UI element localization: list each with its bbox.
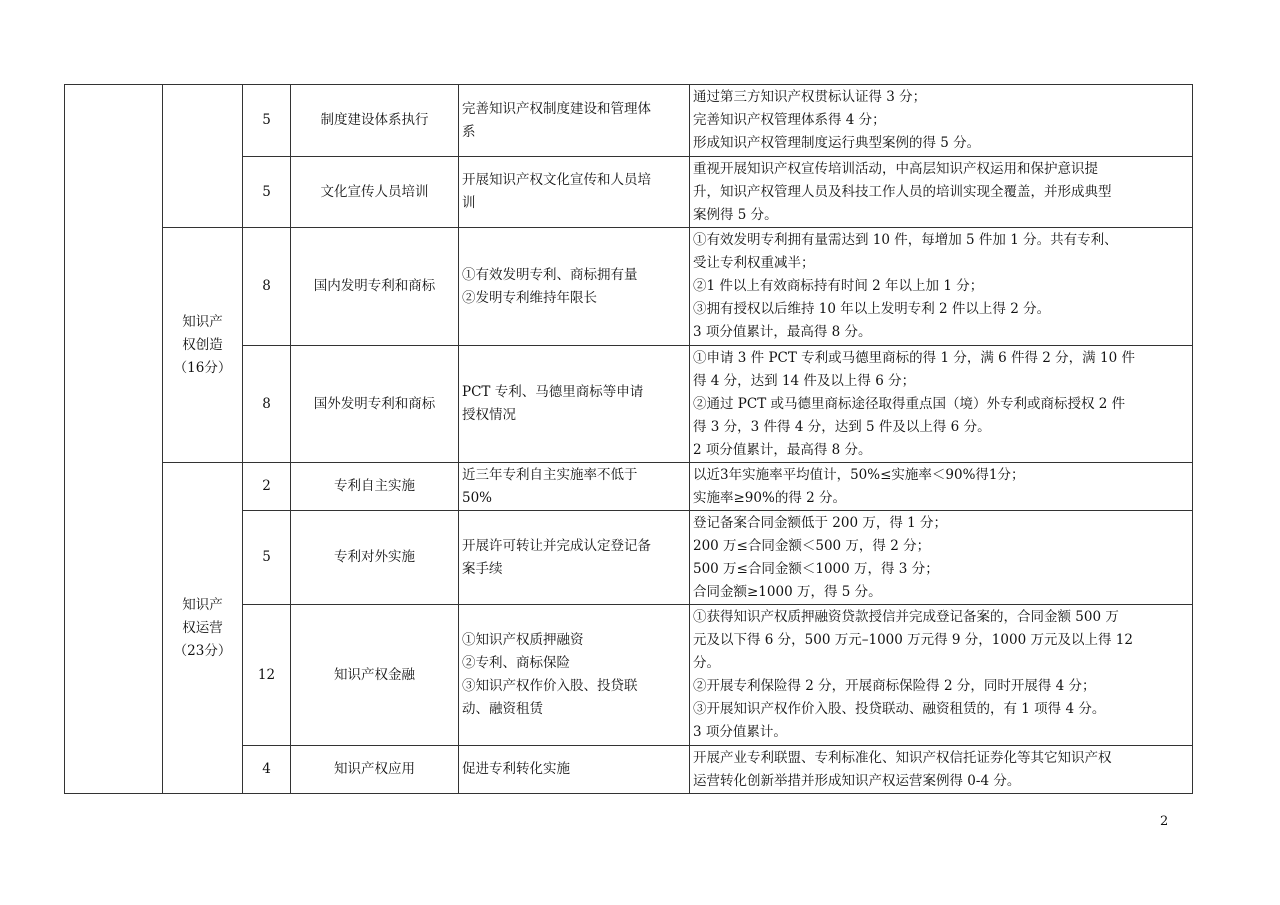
content-line: 促进专利转化实施 <box>462 761 570 777</box>
criteria-line: ③开展知识产权作价入股、投贷联动、融资租赁的，有 1 项得 4 分。 <box>693 701 1106 717</box>
criteria-cell <box>690 511 1193 605</box>
category-label: 权创造 <box>182 336 223 353</box>
category-score: （23分） <box>173 642 232 659</box>
blank-category-cell <box>163 85 243 228</box>
content-line: 动、融资租赁 <box>462 701 543 717</box>
criteria-cell <box>690 157 1193 228</box>
score-cell: 4 <box>243 746 291 794</box>
content-cell <box>459 228 690 346</box>
criteria-line: 运营转化创新举措并形成知识产权运营案例得 0-4 分。 <box>693 772 1021 789</box>
content-line: 开展许可转让并完成认定登记备 <box>462 537 651 554</box>
criteria-line: 500 万≤合同金额＜1000 万，得 3 分； <box>693 560 939 577</box>
criteria-line: ②1 件以上有效商标持有时间 2 年以上加 1 分； <box>693 278 984 294</box>
content-line: ②发明专利维持年限长 <box>462 289 597 306</box>
category-cell <box>163 228 243 463</box>
criteria-cell <box>690 228 1193 346</box>
content-line: 50% <box>462 489 493 506</box>
content-cell <box>459 85 690 157</box>
content-line: 近三年专利自主实施率不低于 <box>462 466 638 483</box>
category-label: 权运营 <box>182 619 223 636</box>
criteria-line: ②通过 PCT 或马德里商标途径取得重点国（境）外专利或商标授权 2 件 <box>693 395 1126 412</box>
table-row <box>65 85 1193 157</box>
criteria-line: 登记备案合同金额低于 200 万，得 1 分； <box>693 514 948 531</box>
content-line: 开展知识产权文化宣传和人员培 <box>462 172 651 188</box>
criteria-cell <box>690 605 1193 746</box>
score-cell: 8 <box>243 346 291 463</box>
content-line: ③知识产权作价入股、投贷联 <box>462 678 638 694</box>
content-cell <box>459 511 690 605</box>
item-cell: 国内发明专利和商标 <box>291 228 459 346</box>
criteria-cell <box>690 746 1193 794</box>
criteria-line: ①有效发明专利拥有量需达到 10 件，每增加 5 件加 1 分。共有专利、 <box>693 232 1118 248</box>
criteria-line: 通过第三方知识产权贯标认证得 3 分； <box>693 89 927 105</box>
table-row <box>65 228 1193 346</box>
criteria-line: 受让专利权重减半； <box>693 255 815 271</box>
criteria-line: 3 项分值累计，最高得 8 分。 <box>693 324 872 340</box>
score-cell: 12 <box>243 605 291 746</box>
table-row <box>65 463 1193 511</box>
criteria-line: 开展产业专利联盟、专利标准化、知识产权信托证券化等其它知识产权 <box>693 749 1112 766</box>
criteria-line: 重视开展知识产权宣传培训活动，中高层知识产权运用和保护意识提 <box>693 160 1098 177</box>
criteria-line: 2 项分值累计，最高得 8 分。 <box>693 441 872 458</box>
content-line: ②专利、商标保险 <box>462 655 570 671</box>
score-cell: 2 <box>243 463 291 511</box>
criteria-line: 得 4 分，达到 14 件及以上得 6 分； <box>693 372 916 389</box>
item-cell: 知识产权应用 <box>291 746 459 794</box>
content-line: 案手续 <box>462 560 503 577</box>
category-cell <box>163 463 243 794</box>
criteria-line: 升，知识产权管理人员及科技工作人员的培训实现全覆盖，并形成典型 <box>693 183 1112 200</box>
criteria-line: ①申请 3 件 PCT 专利或马德里商标的得 1 分，满 6 件得 2 分，满 10 件 <box>693 349 1135 366</box>
content-line: 完善知识产权制度建设和管理体 <box>462 100 651 117</box>
content-cell <box>459 157 690 228</box>
criteria-line: 元及以下得 6 分，500 万元–1000 万元得 9 分，1000 万元及以上得 12 <box>693 632 1133 648</box>
criteria-line: ③拥有授权以后维持 10 年以上发明专利 2 件以上得 2 分。 <box>693 301 1051 317</box>
item-cell: 制度建设体系执行 <box>291 85 459 157</box>
criteria-line: 得 3 分，3 件得 4 分，达到 5 件及以上得 6 分。 <box>693 418 991 435</box>
criteria-cell <box>690 463 1193 511</box>
scoring-table <box>64 84 1193 794</box>
criteria-line: 形成知识产权管理制度运行典型案例的得 5 分。 <box>693 135 981 151</box>
category-label: 知识产 <box>182 313 223 330</box>
content-line: ①有效发明专利、商标拥有量 <box>462 266 638 283</box>
content-line: PCT 专利、马德里商标等申请 <box>462 384 644 400</box>
criteria-line: 实施率≥90%的得 2 分。 <box>693 489 846 506</box>
criteria-line: 以近3年实施率平均值计，50%≤实施率＜90%得1分； <box>693 466 1025 483</box>
item-cell: 知识产权金融 <box>291 605 459 746</box>
score-cell: 5 <box>243 85 291 157</box>
blank-first-column <box>65 85 163 794</box>
criteria-line: ②开展专利保险得 2 分，开展商标保险得 2 分，同时开展得 4 分； <box>693 678 1096 694</box>
content-cell <box>459 605 690 746</box>
content-line: 系 <box>462 123 476 140</box>
item-cell: 专利对外实施 <box>291 511 459 605</box>
criteria-line: 200 万≤合同金额＜500 万，得 2 分； <box>693 537 931 554</box>
page-number: 2 <box>1160 814 1169 829</box>
content-line: 授权情况 <box>462 407 516 423</box>
item-cell: 国外发明专利和商标 <box>291 346 459 463</box>
content-cell <box>459 746 690 794</box>
criteria-cell <box>690 85 1193 157</box>
criteria-line: 案例得 5 分。 <box>693 206 778 223</box>
item-cell: 文化宣传人员培训 <box>291 157 459 228</box>
content-line: ①知识产权质押融资 <box>462 632 584 648</box>
item-cell: 专利自主实施 <box>291 463 459 511</box>
criteria-line: ①获得知识产权质押融资贷款授信并完成登记备案的，合同金额 500 万 <box>693 609 1119 625</box>
content-cell <box>459 463 690 511</box>
criteria-cell <box>690 346 1193 463</box>
criteria-line: 3 项分值累计。 <box>693 724 787 740</box>
content-line: 训 <box>462 195 476 211</box>
criteria-line: 合同金额≥1000 万，得 5 分。 <box>693 583 882 600</box>
category-label: 知识产 <box>182 596 223 613</box>
category-score: （16分） <box>173 359 232 376</box>
score-cell: 5 <box>243 511 291 605</box>
score-cell: 8 <box>243 228 291 346</box>
score-cell: 5 <box>243 157 291 228</box>
criteria-line: 分。 <box>693 655 720 671</box>
criteria-line: 完善知识产权管理体系得 4 分； <box>693 112 886 128</box>
content-cell <box>459 346 690 463</box>
